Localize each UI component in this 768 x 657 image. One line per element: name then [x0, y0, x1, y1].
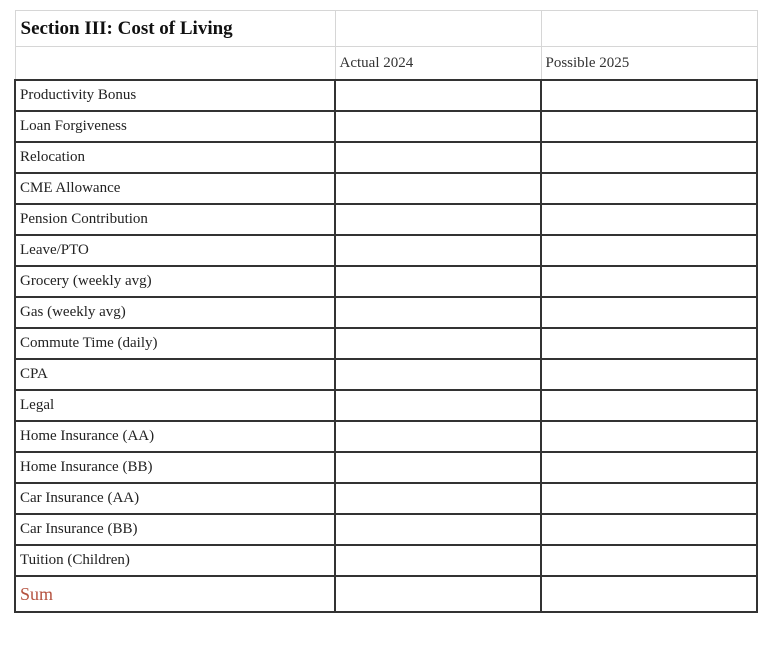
possible-2025-cell[interactable] — [541, 421, 757, 452]
actual-2024-cell[interactable] — [335, 545, 541, 576]
possible-2025-cell[interactable] — [541, 142, 757, 173]
sum-row — [15, 576, 757, 612]
table-row — [15, 235, 757, 266]
table-row — [15, 142, 757, 173]
actual-2024-cell[interactable] — [335, 297, 541, 328]
actual-2024-cell[interactable] — [335, 204, 541, 235]
possible-2025-cell[interactable] — [541, 390, 757, 421]
sum-label: Sum — [15, 576, 335, 612]
actual-2024-cell[interactable] — [335, 80, 541, 111]
row-label: Relocation — [15, 142, 335, 173]
table-row — [15, 266, 757, 297]
possible-2025-cell[interactable] — [541, 235, 757, 266]
table-row — [15, 297, 757, 328]
possible-2025-cell[interactable] — [541, 452, 757, 483]
column-header-actual-2024: Actual 2024 — [335, 47, 541, 81]
table-row — [15, 80, 757, 111]
row-label: Car Insurance (AA) — [15, 483, 335, 514]
actual-2024-cell[interactable] — [335, 266, 541, 297]
actual-2024-cell[interactable] — [335, 483, 541, 514]
table-row — [15, 483, 757, 514]
row-label: Home Insurance (BB) — [15, 452, 335, 483]
section-title: Section III: Cost of Living — [15, 11, 335, 47]
table-row — [15, 452, 757, 483]
table-row — [15, 204, 757, 235]
table-row — [15, 328, 757, 359]
column-header-possible-2025: Possible 2025 — [541, 47, 757, 81]
actual-2024-cell[interactable] — [335, 142, 541, 173]
sum-possible-2025-cell[interactable] — [541, 576, 757, 612]
table-row — [15, 514, 757, 545]
column-header-label — [15, 47, 335, 81]
title-cell-possible[interactable] — [541, 11, 757, 47]
actual-2024-cell[interactable] — [335, 359, 541, 390]
possible-2025-cell[interactable] — [541, 297, 757, 328]
row-label: CPA — [15, 359, 335, 390]
table-row — [15, 111, 757, 142]
row-label: Tuition (Children) — [15, 545, 335, 576]
table-row — [15, 173, 757, 204]
cost-of-living-sheet — [14, 10, 756, 613]
possible-2025-cell[interactable] — [541, 545, 757, 576]
possible-2025-cell[interactable] — [541, 111, 757, 142]
row-label: Gas (weekly avg) — [15, 297, 335, 328]
actual-2024-cell[interactable] — [335, 111, 541, 142]
table-row — [15, 359, 757, 390]
row-label: Home Insurance (AA) — [15, 421, 335, 452]
sum-actual-2024-cell[interactable] — [335, 576, 541, 612]
row-label: Grocery (weekly avg) — [15, 266, 335, 297]
cost-of-living-table — [14, 10, 758, 613]
table-row — [15, 545, 757, 576]
column-header-row — [15, 47, 757, 81]
table-row — [15, 421, 757, 452]
row-label: Loan Forgiveness — [15, 111, 335, 142]
possible-2025-cell[interactable] — [541, 359, 757, 390]
possible-2025-cell[interactable] — [541, 514, 757, 545]
title-cell-actual[interactable] — [335, 11, 541, 47]
actual-2024-cell[interactable] — [335, 421, 541, 452]
row-label: Car Insurance (BB) — [15, 514, 335, 545]
actual-2024-cell[interactable] — [335, 514, 541, 545]
possible-2025-cell[interactable] — [541, 328, 757, 359]
actual-2024-cell[interactable] — [335, 452, 541, 483]
actual-2024-cell[interactable] — [335, 173, 541, 204]
row-label: Pension Contribution — [15, 204, 335, 235]
row-label: Leave/PTO — [15, 235, 335, 266]
row-label: Productivity Bonus — [15, 80, 335, 111]
possible-2025-cell[interactable] — [541, 266, 757, 297]
possible-2025-cell[interactable] — [541, 173, 757, 204]
possible-2025-cell[interactable] — [541, 80, 757, 111]
row-label: Commute Time (daily) — [15, 328, 335, 359]
actual-2024-cell[interactable] — [335, 390, 541, 421]
possible-2025-cell[interactable] — [541, 204, 757, 235]
table-row — [15, 390, 757, 421]
actual-2024-cell[interactable] — [335, 235, 541, 266]
row-label: Legal — [15, 390, 335, 421]
title-row — [15, 11, 757, 47]
possible-2025-cell[interactable] — [541, 483, 757, 514]
row-label: CME Allowance — [15, 173, 335, 204]
actual-2024-cell[interactable] — [335, 328, 541, 359]
